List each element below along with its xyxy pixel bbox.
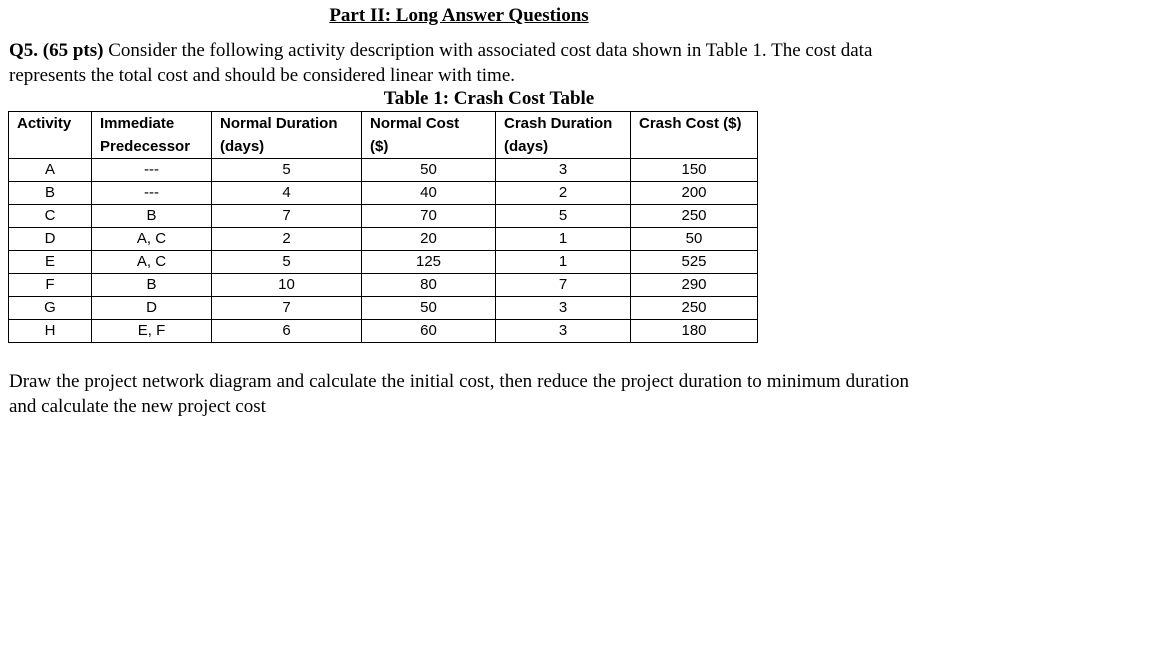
cell-normal-duration: 7 (212, 205, 362, 228)
table-row (9, 251, 758, 274)
table-caption: Table 1: Crash Cost Table (383, 88, 595, 109)
cell-crash-cost: 180 (631, 320, 758, 343)
header-line: ($) (370, 138, 389, 155)
cell-crash-cost: 150 (631, 159, 758, 182)
table-row (9, 228, 758, 251)
header-activity (9, 112, 92, 159)
cell-crash-duration: 3 (496, 297, 631, 320)
cell-crash-duration: 3 (496, 320, 631, 343)
table-row (9, 159, 758, 182)
header-line: Predecessor (100, 138, 191, 155)
cell-normal-cost: 125 (362, 251, 496, 274)
table-row (9, 320, 758, 343)
cell-activity: F (9, 274, 92, 297)
cell-activity: E (9, 251, 92, 274)
cell-predecessor: --- (92, 159, 212, 182)
cell-crash-cost: 250 (631, 205, 758, 228)
cell-crash-duration: 7 (496, 274, 631, 297)
cell-predecessor: B (92, 205, 212, 228)
cell-crash-cost: 525 (631, 251, 758, 274)
question-body: Consider the following activity description with associated cost data shown in Table 1. The cost data represents the total cost and should be considered linear with time. (9, 40, 873, 86)
cell-normal-duration: 2 (212, 228, 362, 251)
cell-predecessor: B (92, 274, 212, 297)
header-line: Activity (17, 115, 72, 132)
header-immediate-predecessor (92, 112, 212, 159)
crash-cost-table (8, 111, 758, 343)
header-line: Normal Duration (220, 115, 338, 132)
cell-activity: D (9, 228, 92, 251)
table-header-row (9, 112, 758, 159)
cell-crash-cost: 50 (631, 228, 758, 251)
question-label: Q5. (65 pts) (9, 40, 104, 61)
header-crash-duration (496, 112, 631, 159)
cell-activity: C (9, 205, 92, 228)
cell-normal-duration: 4 (212, 182, 362, 205)
cell-normal-duration: 10 (212, 274, 362, 297)
cell-normal-cost: 50 (362, 297, 496, 320)
cell-activity: B (9, 182, 92, 205)
part-title: Part II: Long Answer Questions (329, 5, 589, 26)
cell-crash-cost: 290 (631, 274, 758, 297)
cell-normal-duration: 6 (212, 320, 362, 343)
cell-predecessor: --- (92, 182, 212, 205)
header-line: Immediate (100, 115, 175, 132)
header-line: Crash Cost ($) (639, 115, 742, 132)
header-line: (days) (220, 138, 265, 155)
instruction-text: Draw the project network diagram and calculate the initial cost, then reduce the project duration to minimum duration and calculate the new project cost (9, 371, 909, 417)
table-row (9, 182, 758, 205)
cell-activity: A (9, 159, 92, 182)
cell-crash-duration: 2 (496, 182, 631, 205)
header-normal-duration (212, 112, 362, 159)
cell-normal-duration: 5 (212, 251, 362, 274)
header-crash-cost (631, 112, 758, 159)
cell-normal-cost: 80 (362, 274, 496, 297)
table-row (9, 205, 758, 228)
cell-normal-duration: 5 (212, 159, 362, 182)
question-text (9, 38, 914, 88)
cell-normal-cost: 20 (362, 228, 496, 251)
cell-crash-cost: 250 (631, 297, 758, 320)
cell-crash-duration: 1 (496, 251, 631, 274)
cell-crash-duration: 1 (496, 228, 631, 251)
cell-activity: H (9, 320, 92, 343)
cell-normal-cost: 70 (362, 205, 496, 228)
cell-normal-duration: 7 (212, 297, 362, 320)
cell-crash-cost: 200 (631, 182, 758, 205)
cell-predecessor: A, C (92, 251, 212, 274)
header-line: Crash Duration (504, 115, 613, 132)
header-line: (days) (504, 138, 549, 155)
table-row (9, 274, 758, 297)
cell-crash-duration: 3 (496, 159, 631, 182)
cell-activity: G (9, 297, 92, 320)
cell-crash-duration: 5 (496, 205, 631, 228)
header-normal-cost (362, 112, 496, 159)
cell-predecessor: D (92, 297, 212, 320)
cell-normal-cost: 50 (362, 159, 496, 182)
cell-normal-cost: 60 (362, 320, 496, 343)
cell-predecessor: A, C (92, 228, 212, 251)
cell-normal-cost: 40 (362, 182, 496, 205)
cell-predecessor: E, F (92, 320, 212, 343)
table-row (9, 297, 758, 320)
header-line: Normal Cost (370, 115, 460, 132)
